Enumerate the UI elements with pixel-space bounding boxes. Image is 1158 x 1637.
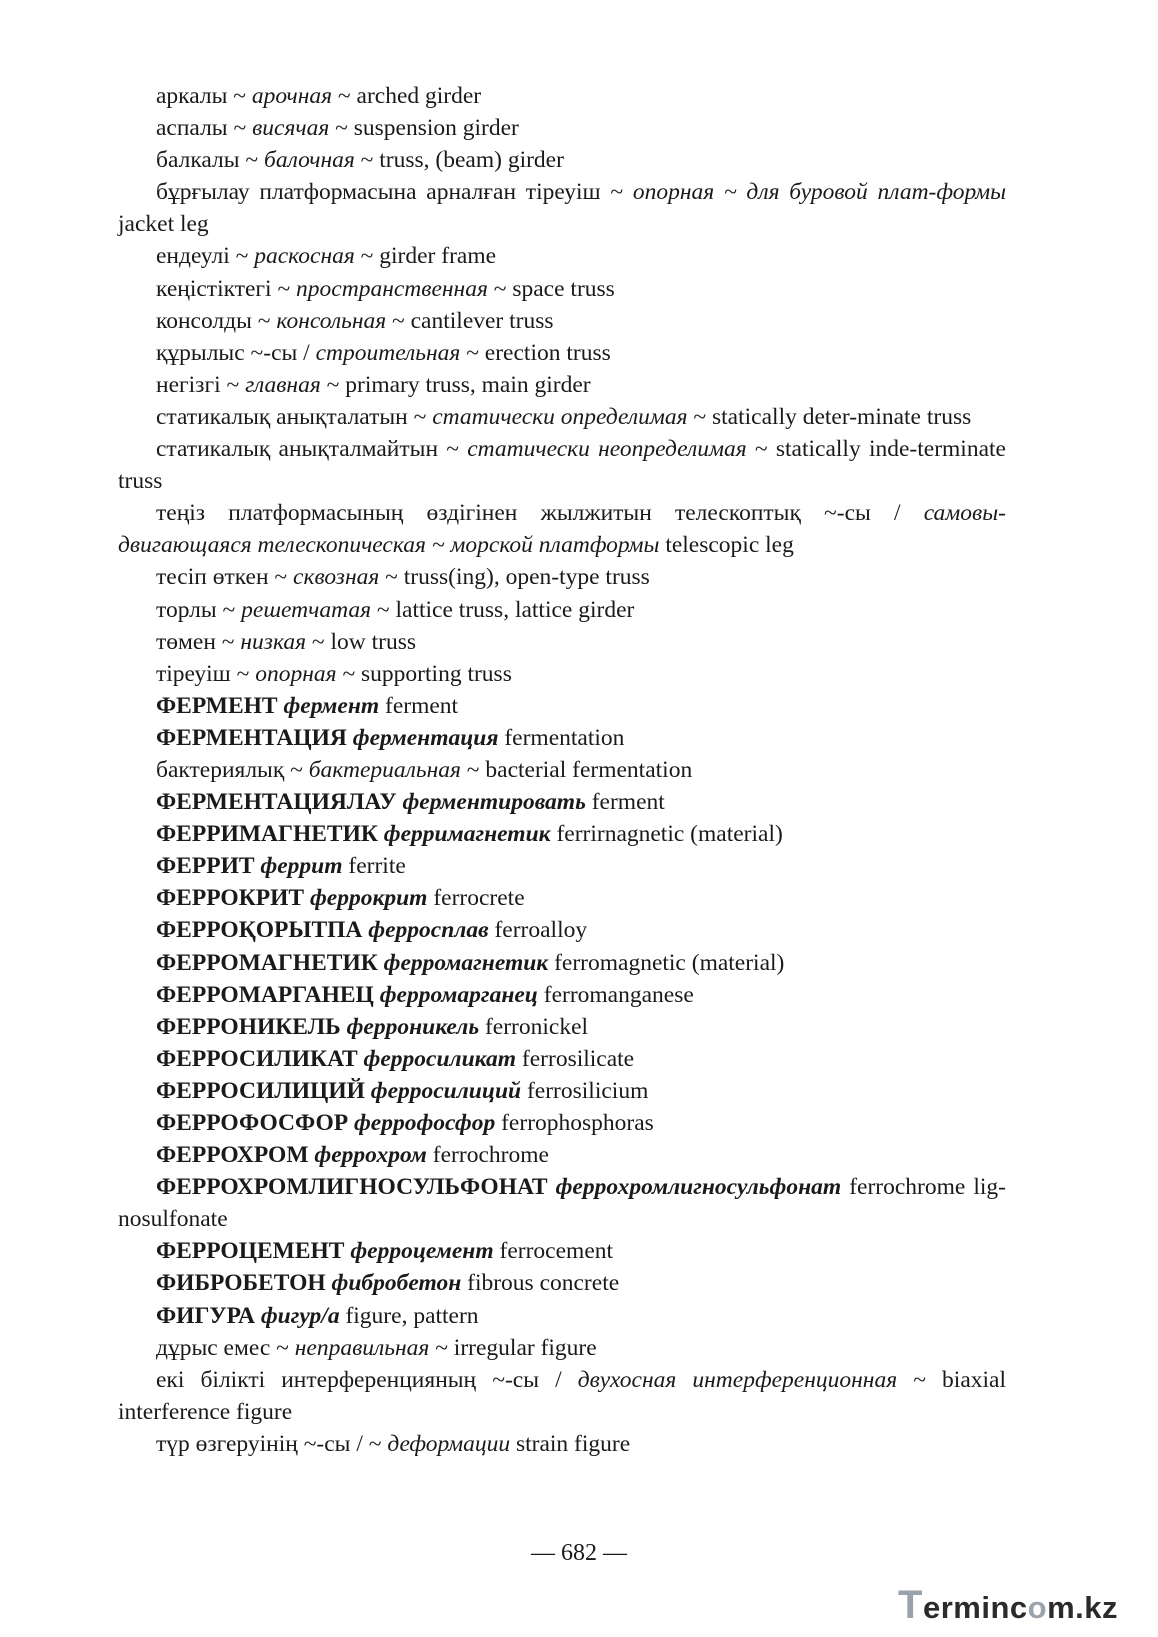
entry-text: торлы ~ [156,596,242,623]
dictionary-entry [118,240,1006,272]
entry-text: ~ space truss [487,275,615,302]
entry-headword-russian: феррит [260,853,343,880]
entry-headword-russian: фермент [283,692,380,719]
entry-headword-russian: феррокрит [309,885,428,912]
entry-russian: главная [245,371,321,398]
entry-text: ferroalloy [488,917,588,944]
entry-headword-russian: ферросилиций [370,1077,522,1104]
entry-text: jacket leg [118,211,209,238]
entry-russian: висячая [252,115,330,142]
entry-text: кеңістіктегі ~ [156,275,297,302]
entry-text: ~ statically deter-minate truss [687,403,972,430]
dictionary-entry [118,818,1006,850]
entry-headword: ФЕРРИМАГНЕТИК [156,821,378,848]
entry-russian: неправильная [294,1334,430,1361]
dictionary-entry [118,786,1006,818]
dictionary-entry [118,369,1006,401]
logo-text-a: erminc [922,1590,1028,1625]
entry-headword-russian: ферримагнетик [383,821,551,848]
logo-letter-o: o [1027,1590,1048,1625]
entry-text: ~ irregular figure [429,1334,597,1361]
entry-headword-russian: феррохромлигносульфонат [555,1174,842,1201]
entry-text: аспалы ~ [156,115,253,142]
dictionary-entry [118,850,1006,882]
entry-headword-russian: ферромарганец [379,981,538,1008]
entry-russian: решетчатая [241,596,372,623]
dictionary-entry [118,1043,1006,1075]
entry-headword: ФИБРОБЕТОН [156,1270,326,1297]
dictionary-entry [118,561,1006,593]
entry-text: telescopic leg [659,532,794,559]
entry-headword: ФЕРРОСИЛИЦИЙ [156,1077,365,1104]
site-logo [898,1583,1118,1627]
entry-russian: статически определимая [432,403,688,430]
entry-text: статикалық анықталмайтын ~ [156,436,468,463]
entry-headword-russian: ферромагнетик [383,949,549,976]
entry-text: figure, pattern [339,1302,479,1329]
page-number: — 682 — [531,1540,627,1566]
entry-text: ferrochrome [426,1142,549,1169]
entry-headword-russian: ферроникель [346,1013,480,1040]
entry-text: ~ suspension girder [329,115,519,142]
entry-text: ~ cantilever truss [386,307,554,334]
entry-headword-russian: феррохром [314,1142,427,1169]
entry-headword-russian: ферросиликат [363,1045,517,1072]
entry-text: балкалы ~ [156,147,264,174]
dictionary-entry [118,754,1006,786]
dictionary-entry [118,914,1006,946]
entry-russian: консольная [276,307,387,334]
entry-text: құрылыс ~-сы / [156,339,316,366]
dictionary-entry [118,1235,1006,1267]
dictionary-entry [118,176,1006,240]
entry-headword: ФЕРРОҚОРЫТПА [156,917,363,944]
dictionary-entry [118,273,1006,305]
entry-headword: ФЕРМЕНТАЦИЯ [156,724,347,751]
entry-headword: ФЕРРОСИЛИКАТ [156,1045,358,1072]
entry-text: ~ biaxial interference figure [118,1366,1006,1425]
dictionary-entry [118,979,1006,1011]
entry-headword: ФЕРРОНИКЕЛЬ [156,1013,341,1040]
entry-headword-russian: ферроцемент [350,1238,494,1265]
entry-headword: ФЕРМЕНТАЦИЯЛАУ [156,789,397,816]
dictionary-entry [118,722,1006,754]
entry-headword-russian: феррофосфор [353,1110,496,1136]
entry-text: ferrosilicate [516,1045,635,1072]
entry-text: бұрғылау платформасына арналған тіреуіш ~ [156,179,633,206]
entry-headword-russian: фигур/а [260,1302,340,1329]
logo-letter-t: T [898,1583,923,1627]
entry-text: дұрыс емес ~ [156,1334,295,1361]
dictionary-entry [118,626,1006,658]
dictionary-entry [118,337,1006,369]
entry-text: ~ bacterial fermentation [460,756,693,783]
dictionary-entry [118,882,1006,914]
entry-text: ~ truss, (beam) girder [354,147,564,174]
entry-text [548,1174,556,1200]
entry-russian: низкая [240,628,307,655]
entry-text: екі білікті интерференцияның ~-сы / [156,1366,578,1393]
entry-russian: сквозная [293,564,380,591]
entry-headword: ФЕРРОКРИТ [156,885,305,912]
entry-russian: двухосная интерференционная [577,1366,898,1393]
entry-text: ferromanganese [537,981,694,1008]
dictionary-entry [118,1300,1006,1332]
dictionary-entry [118,1428,1006,1460]
dictionary-entry [118,305,1006,337]
entry-russian: статически неопределимая [467,436,747,463]
entry-headword: ФЕРМЕНТ [156,692,278,719]
entry-text: ~ truss(ing), open-type truss [379,564,650,591]
entry-text: тесіп өткен ~ [156,564,294,591]
logo-text-b: m.kz [1047,1590,1118,1625]
entry-text: ferment [379,692,459,719]
dictionary-entry [118,1171,1006,1235]
dictionary-entry [118,1364,1006,1428]
entry-text: ~ girder frame [354,243,497,270]
dictionary-entry [118,594,1006,626]
entry-russian: опорная ~ для буровой плат-формы [632,179,1006,206]
entry-headword: ФЕРРОЦЕМЕНТ [156,1238,345,1265]
entry-headword: ФИГУРА [156,1302,255,1329]
entry-text: бактериялық ~ [156,756,309,783]
entry-headword: ФЕРРОФОСФОР [156,1110,349,1136]
dictionary-entry [118,690,1006,722]
entry-text: ferrirnagnetic (material) [550,821,783,848]
entry-text: strain figure [510,1430,631,1457]
dictionary-entry [118,1107,1006,1139]
entry-headword: ФЕРРОХРОМЛИГНОСУЛЬФОНАТ [156,1174,548,1201]
dictionary-entry [118,80,1006,112]
entry-russian: деформации [387,1430,511,1457]
dictionary-entry [118,497,1006,561]
entry-text: теңіз платформасының өздігінен жылжитын телескоптық ~-сы / [156,500,924,527]
entry-text: ferrophosphoras [495,1110,654,1136]
entry-text: ~ supporting truss [336,660,512,687]
dictionary-entry [118,401,1006,433]
entry-text: ~ primary truss, main girder [320,371,591,398]
entry-russian: балочная [264,147,355,174]
entry-text: ~ low truss [306,628,417,655]
entry-text: ~ erection truss [460,339,611,366]
entry-russian: опорная [255,660,337,687]
entry-headword-russian: ферментация [352,724,499,751]
entry-text: тіреуіш ~ [156,660,256,687]
entry-text: ferrochrome lig-nosulfonate [118,1174,1006,1233]
entry-russian: самовы-двигающаяся телескопическая ~ морской платформы [118,500,1006,559]
entry-text: ferrite [342,853,406,880]
entry-headword: ФЕРРОМАГНЕТИК [156,949,378,976]
entry-text: fermentation [498,724,625,751]
entry-text: ferment [585,789,665,816]
dictionary-page [118,80,1006,1460]
entry-headword-russian: фибробетон [331,1270,462,1297]
entry-headword-russian: ферментировать [402,789,586,816]
dictionary-entry [118,144,1006,176]
dictionary-entry [118,658,1006,690]
entry-russian: пространственная [296,275,488,302]
entry-headword-russian: ферросплав [368,917,489,944]
dictionary-entry [118,1011,1006,1043]
entry-headword: ФЕРРОМАРГАНЕЦ [156,981,374,1008]
dictionary-entry [118,1075,1006,1107]
entry-text: консолды ~ [156,307,277,334]
entry-text: ferronickel [479,1013,589,1040]
entry-russian: арочная [251,83,333,109]
entry-russian: бактериальная [308,756,461,783]
entry-text: төмен ~ [156,628,241,655]
entry-text: ferromagnetic (material) [548,949,785,976]
dictionary-entry [118,112,1006,144]
entry-text: статикалық анықталатын ~ [156,403,433,430]
dictionary-entry [118,433,1006,497]
entry-text: аркалы ~ [156,83,252,109]
entry-text: ~ arched girder [332,83,482,109]
entry-text: ~ lattice truss, lattice girder [371,596,635,623]
entry-text: негізгі ~ [156,371,246,398]
entry-headword: ФЕРРОХРОМ [156,1142,309,1169]
entry-text: түр өзгеруінің ~-сы / ~ [156,1430,388,1457]
dictionary-entry [118,1332,1006,1364]
entry-russian: строительная [315,339,461,366]
entry-text: ~ statically inde-terminate truss [118,436,1006,495]
entry-text: ferrosilicium [521,1077,649,1104]
entry-russian: раскосная [254,243,355,270]
entry-headword: ФЕРРИТ [156,853,255,880]
entry-text: ferrocement [493,1238,614,1265]
entry-text: ендеулі ~ [156,243,255,270]
entry-text: fibrous concrete [461,1270,620,1297]
dictionary-entry [118,1267,1006,1299]
dictionary-entry [118,1139,1006,1171]
entry-text: ferrocrete [427,885,525,912]
dictionary-entry [118,947,1006,979]
